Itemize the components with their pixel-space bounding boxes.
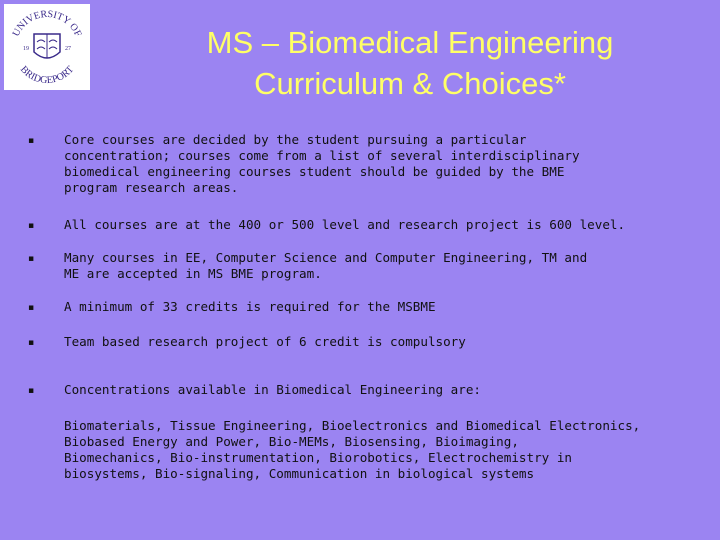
logo-bottom-text: BRIDGEPORT (17, 64, 77, 87)
bullet-marker: ▪ (28, 386, 35, 396)
bullet-marker: ▪ (28, 338, 35, 348)
logo-year-left: 19 (23, 46, 29, 52)
logo-year-right: 27 (65, 46, 71, 52)
concentrations-list: Biomaterials, Tissue Engineering, Bioelectronics and Biomedical Electronics, Biobased Energy and Power, Bio-MEMs, Biosensing, Bioimaging, Biomechanics, Bio-instrumentation, Biorobotics, Electrochemistry in biosystems, Bio-signaling, Communication in biological systems (64, 418, 641, 481)
bullet-marker: ▪ (28, 221, 35, 231)
title-line-2: Curriculum & Choices* (254, 66, 566, 101)
bullet-text-core-courses: Core courses are decided by the student pursuing a particular concentration; courses come from a list of several interdisciplinary biomedical engineering courses student should be guided by the BME program research areas. (64, 132, 580, 195)
bullet-text-accepted-courses: Many courses in EE, Computer Science and Computer Engineering, TM and ME are accepted in MS BME program. (64, 250, 588, 281)
bullet-text-course-levels: All courses are at the 400 or 500 level and research project is 600 level. (64, 217, 626, 232)
bullet-marker: ▪ (28, 136, 35, 146)
bullet-marker: ▪ (28, 254, 35, 264)
title-line-1: MS – Biomedical Engineering (206, 25, 614, 60)
bullet-marker: ▪ (28, 303, 35, 313)
logo-top-text: UNIVERSITY OF (10, 8, 84, 39)
university-of-bridgeport-logo (4, 4, 90, 90)
bullet-text-minimum-credits: A minimum of 33 credits is required for the MSBME (64, 299, 436, 314)
slide-title (110, 22, 710, 104)
bullet-text-concentrations-heading: Concentrations available in Biomedical Engineering are: (64, 382, 482, 397)
bullet-text-research-project: Team based research project of 6 credit is compulsory (64, 334, 466, 349)
